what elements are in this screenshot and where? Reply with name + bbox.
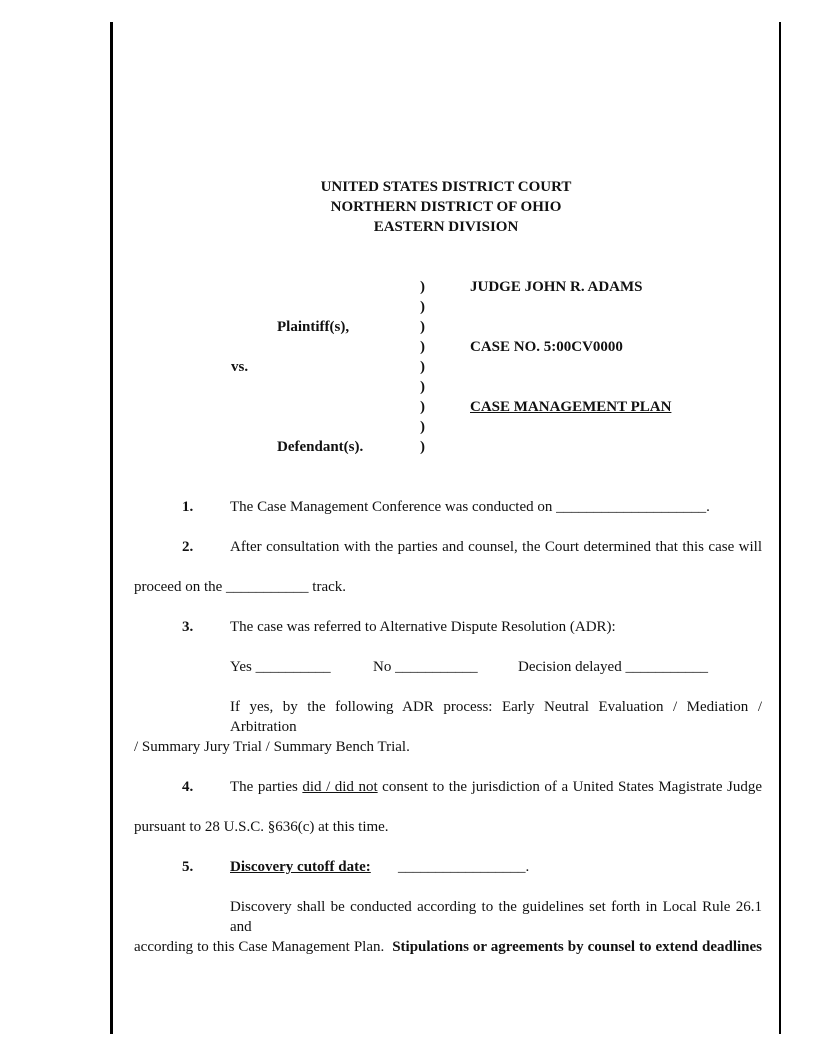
caption-paren: ): [420, 399, 425, 415]
item-4-text-line1: [230, 777, 762, 797]
item-3-text: The case was referred to Alternative Dispute Resolution (ADR):: [230, 619, 616, 635]
discovery-cutoff-blank: _________________.: [398, 859, 530, 875]
right-margin-rule: [779, 22, 781, 1034]
left-margin-rule: [110, 22, 113, 1034]
discovery-text-line1: Discovery shall be conducted according to the guidelines set forth in Local Rule 26.1 and: [230, 899, 762, 935]
item-2-text-line1: After consultation with the parties and counsel, the Court determined that this case will: [230, 539, 762, 555]
caption-paren: ): [420, 359, 425, 375]
caption-paren: ): [420, 339, 425, 355]
court-name: UNITED STATES DISTRICT COURT: [320, 179, 572, 195]
discovery-text-plain: according to this Case Management Plan.: [134, 939, 385, 955]
item-number-4: 4.: [182, 779, 194, 795]
item-2-text-line2: proceed on the ___________ track.: [134, 579, 347, 595]
plaintiff-label: Plaintiff(s),: [277, 319, 350, 335]
court-division: EASTERN DIVISION: [373, 219, 519, 235]
item-number-1: 1.: [182, 499, 194, 515]
document-title: CASE MANAGEMENT PLAN: [470, 399, 672, 415]
item-number-2: 2.: [182, 539, 194, 555]
adr-yes-blank: Yes __________: [230, 659, 331, 675]
item-4-text-line2: pursuant to 28 U.S.C. §636(c) at this time.: [134, 819, 389, 835]
item-4-post: consent to the jurisdiction of a United States Magistrate Judge: [382, 779, 763, 795]
adr-process-line1: If yes, by the following ADR process: Early Neutral Evaluation / Mediation / Arbitration: [230, 699, 762, 735]
defendant-label: Defendant(s).: [277, 439, 364, 455]
case-number: CASE NO. 5:00CV0000: [470, 339, 623, 355]
adr-decision-delayed-blank: Decision delayed ___________: [518, 659, 708, 675]
discovery-cutoff-label: Discovery cutoff date:: [230, 859, 371, 875]
caption-paren: ): [420, 279, 425, 295]
adr-no-blank: No ___________: [373, 659, 478, 675]
discovery-text-bold: Stipulations or agreements by counsel to extend deadlines: [392, 939, 763, 955]
adr-process-line2: / Summary Jury Trial / Summary Bench Trial.: [134, 739, 410, 755]
caption-paren: ): [420, 419, 425, 435]
caption-paren: ): [420, 319, 425, 335]
discovery-text-line2: [134, 937, 762, 957]
item-number-5: 5.: [182, 859, 194, 875]
item-number-3: 3.: [182, 619, 194, 635]
item-1-text: The Case Management Conference was conducted on ____________________.: [230, 499, 710, 515]
consent-choice: did / did not: [302, 779, 378, 795]
court-district: NORTHERN DISTRICT OF OHIO: [330, 199, 562, 215]
item-4-pre: The parties: [230, 779, 298, 795]
caption-paren: ): [420, 379, 425, 395]
caption-paren: ): [420, 439, 425, 455]
judge-name: JUDGE JOHN R. ADAMS: [470, 279, 643, 295]
vs-label: vs.: [231, 359, 249, 375]
caption-paren: ): [420, 299, 425, 315]
